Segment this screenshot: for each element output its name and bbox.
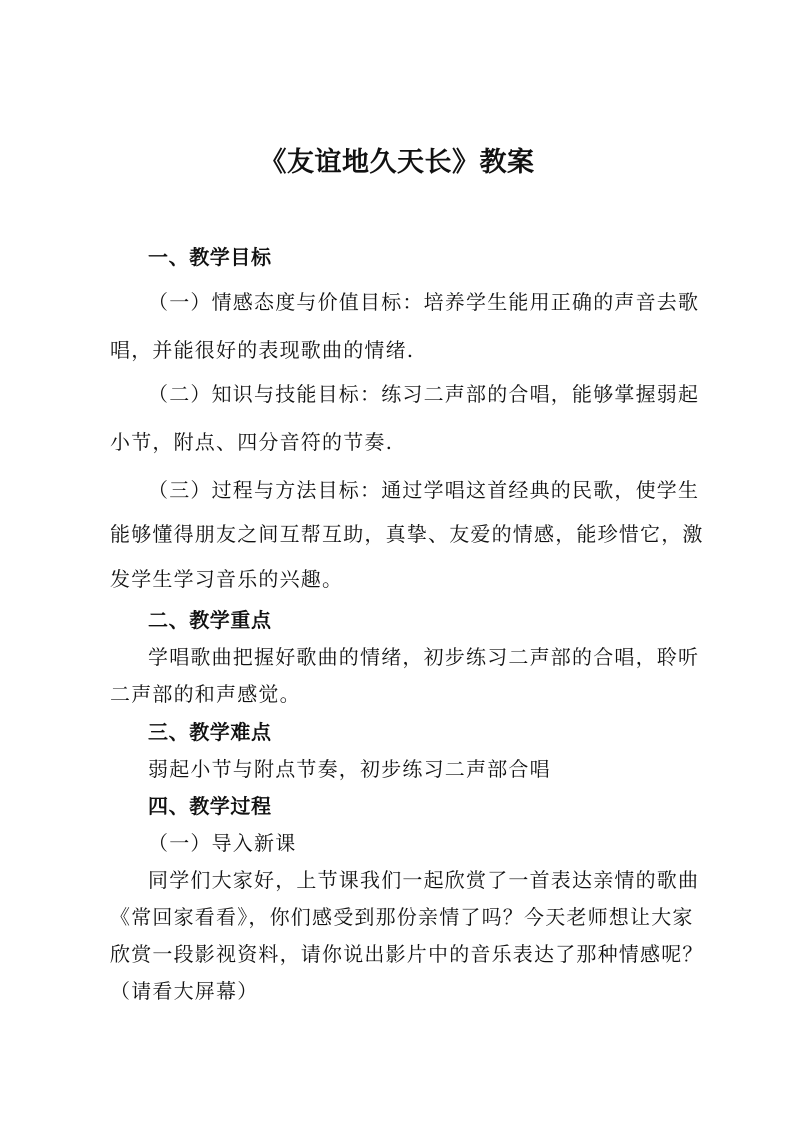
goal-1-line-1: （一）情感态度与价值目标：培养学生能用正确的声音去歌 bbox=[148, 290, 700, 314]
goal-2-line-2: 小节，附点、四分音符的节奏. bbox=[110, 430, 394, 454]
intro-paragraph-line-2: 《常回家看看》，你们感受到那份亲情了吗？今天老师想让大家 bbox=[110, 905, 694, 929]
document-title: 《友谊地久天长》教案 bbox=[259, 147, 535, 178]
intro-paragraph-line-3: 欣赏一段影视资料，请你说出影片中的音乐表达了那种情感呢？ bbox=[110, 942, 704, 966]
section-heading-difficulties: 三、教学难点 bbox=[148, 720, 272, 744]
section-heading-key-points: 二、教学重点 bbox=[148, 608, 272, 632]
goal-3-line-2: 能够懂得朋友之间互帮互助，真挚、友爱的情感，能珍惜它，激 bbox=[110, 522, 704, 546]
section-heading-teaching-process: 四、教学过程 bbox=[148, 794, 272, 818]
intro-paragraph-line-1: 同学们大家好，上节课我们一起欣赏了一首表达亲情的歌曲 bbox=[148, 868, 700, 892]
process-subheading-intro: （一）导入新课 bbox=[148, 831, 297, 855]
intro-paragraph-line-4: （请看大屏幕） bbox=[110, 979, 259, 1003]
goal-3-line-1: （三）过程与方法目标：通过学唱这首经典的民歌，使学生 bbox=[148, 478, 700, 502]
key-points-line-2: 二声部的和声感觉。 bbox=[110, 682, 301, 706]
goal-3-line-3: 发学生学习音乐的兴趣。 bbox=[110, 567, 344, 591]
key-points-line-1: 学唱歌曲把握好歌曲的情绪，初步练习二声部的合唱，聆听 bbox=[148, 645, 700, 669]
difficulties-line-1: 弱起小节与附点节奏，初步练习二声部合唱 bbox=[148, 757, 551, 781]
section-heading-teaching-goals: 一、教学目标 bbox=[148, 245, 272, 269]
goal-2-line-1: （二）知识与技能目标：练习二声部的合唱，能够掌握弱起 bbox=[148, 382, 700, 406]
goal-1-line-2: 唱，并能很好的表现歌曲的情绪. bbox=[110, 338, 415, 362]
